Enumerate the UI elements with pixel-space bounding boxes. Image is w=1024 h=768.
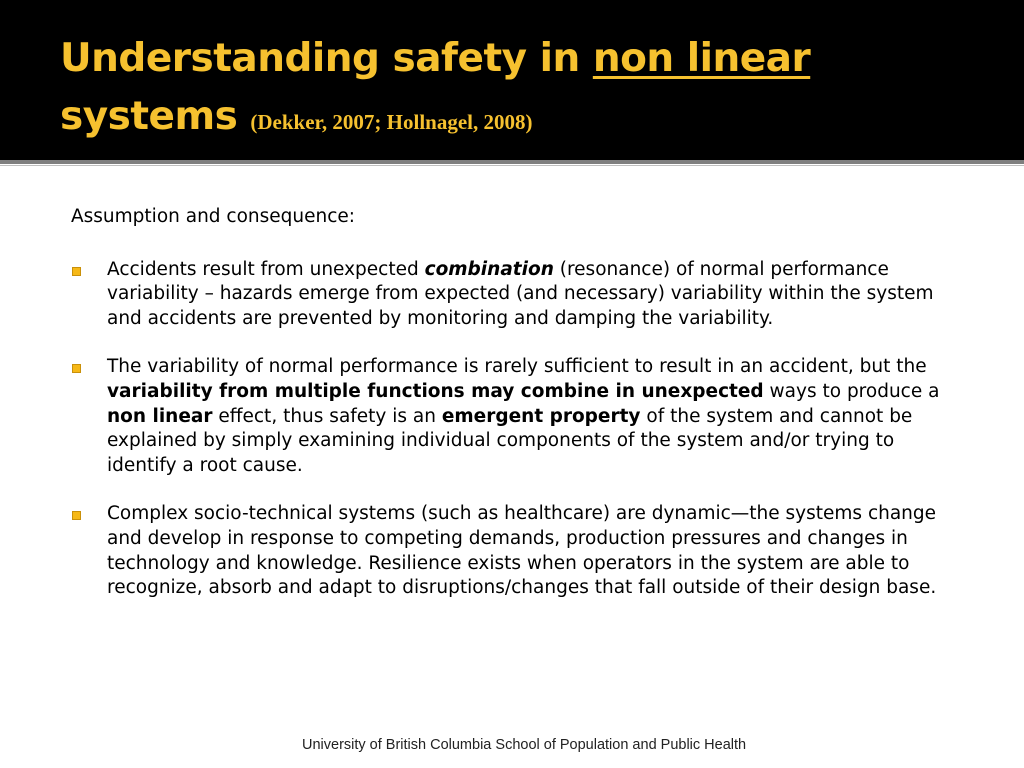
bullet-2-text-3: effect, thus safety is an: [212, 405, 442, 427]
bullet-2-text-1: The variability of normal performance is rarely sufficient to result in an accident, but the: [107, 356, 927, 378]
bullet-2-bold-1: variability from multiple functions may combine in unexpected: [107, 380, 764, 402]
bullet-item-2: [71, 355, 951, 478]
square-bullet-icon: [72, 267, 81, 276]
bullet-1-emphasis: combination: [424, 258, 554, 280]
bullet-item-1: [71, 258, 951, 332]
title-prefix: Understanding safety in: [60, 36, 593, 81]
footer-credit: University of British Columbia School of Population and Public Health: [302, 737, 747, 753]
title-underlined-term: non linear: [592, 36, 811, 81]
header-divider: [0, 160, 1024, 164]
title-banner: [0, 0, 1024, 160]
bullet-1-text-1: Accidents result from unexpected: [107, 258, 425, 280]
bullet-2-text-4: of the system and cannot be explained by simply examining individual components of the system and/or trying to identify a root cause.: [107, 405, 913, 476]
bullet-1-text-2: (resonance) of normal performance variability – hazards emerge from expected (and necessary) variability within the system and accidents are prevented by monitoring and damping the variability.: [107, 258, 934, 329]
slide-title: [60, 30, 1000, 151]
bullet-2-bold-2: non linear: [107, 405, 213, 427]
square-bullet-icon: [72, 511, 81, 520]
header-divider-thin: [0, 165, 1024, 166]
square-bullet-icon: [72, 364, 81, 373]
intro-text: Assumption and consequence:: [71, 206, 356, 227]
bullet-2-bold-3: emergent property: [441, 405, 641, 427]
bullet-2-text-2: ways to produce a: [763, 380, 940, 402]
bullet-item-3: [71, 502, 951, 600]
title-citation: (Dekker, 2007; Hollnagel, 2008): [250, 110, 533, 134]
title-line2: systems: [60, 94, 238, 139]
bullet-3-text: Complex socio-technical systems (such as healthcare) are dynamic—the systems change and develop in response to competing demands, production pressures and changes in technology and knowledge. Resilience exists when operators in the system are able to recognize, absorb and adapt to disruptions/changes that fall outside of their design base.: [107, 503, 937, 599]
slide-body: [71, 205, 951, 625]
